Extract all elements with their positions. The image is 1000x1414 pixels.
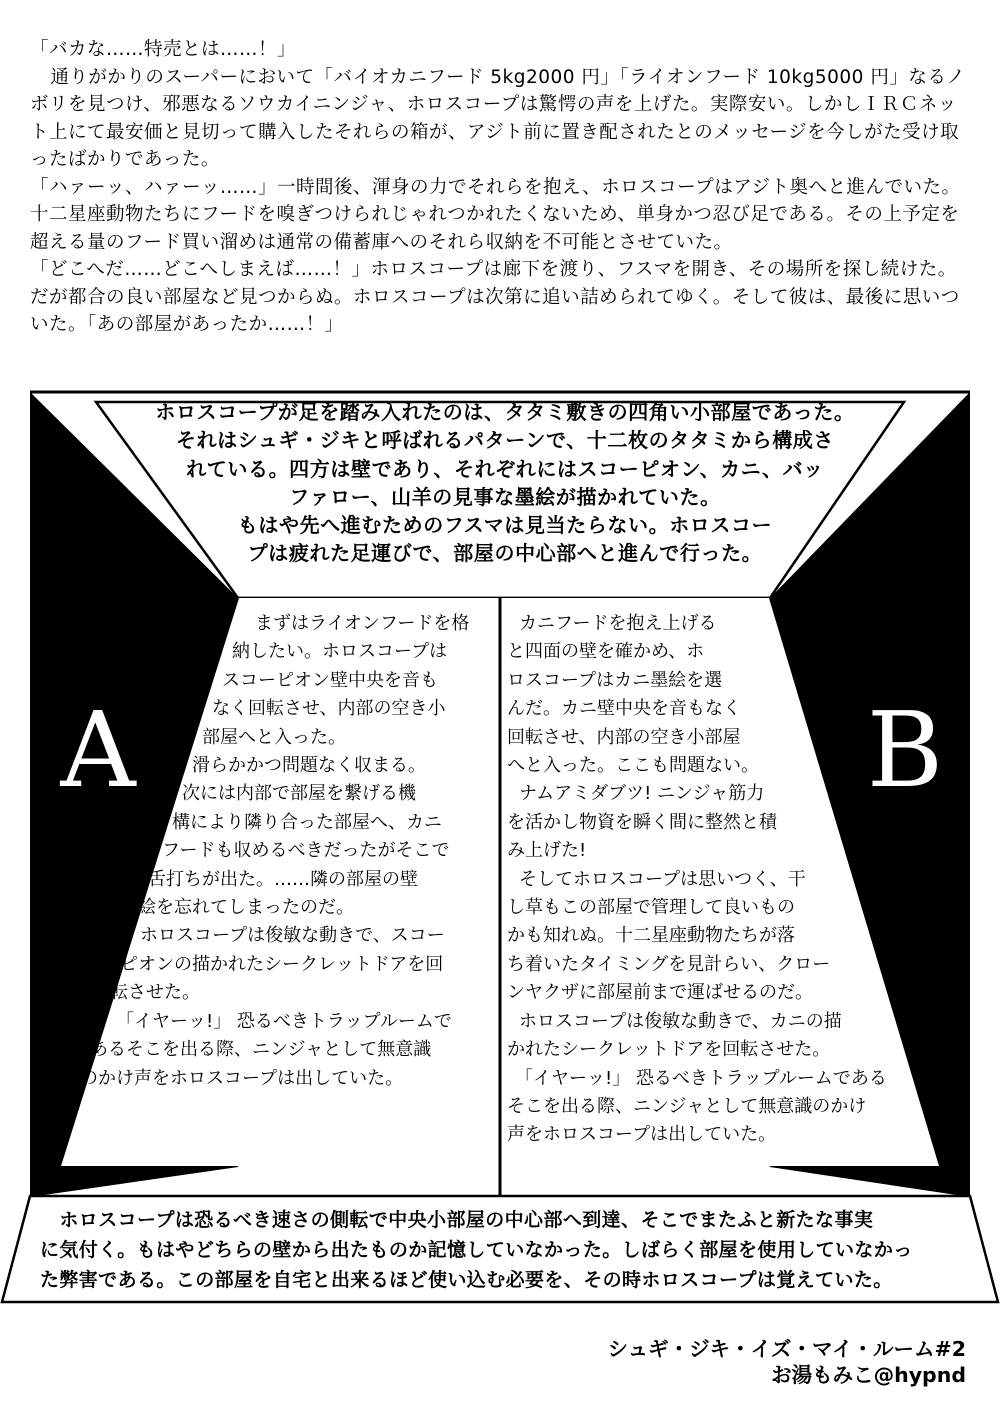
column-a-line: フードも収めるべきだったがそこで <box>162 840 450 862</box>
column-a-line: なく回転させ、内部の空き小 <box>212 698 446 720</box>
column-a-line: 次には内部で部屋を繋げる機 <box>182 783 416 805</box>
column-a-line: 構により隣り合った部屋へ、カニ <box>172 811 442 833</box>
column-a-line: 滑らかかつ問題なく収まる。 <box>192 755 426 777</box>
story-title: シュギ・ジキ・イズ・マイ・ルーム#2 <box>607 1337 966 1361</box>
label-a: A <box>60 689 136 811</box>
intro-paragraph: 「どこへだ……どこへしまえば……！」ホロスコープは廊下を渡り、フスマを開き、その場所を探し続けた。だが都合の良い部屋など見つからぬ。ホロスコープは次第に追い詰められてゆく。そして彼は、最後に思いついた。「あの部屋があったか……！」 <box>30 259 960 335</box>
column-a-line: 納したい。ホロスコープは <box>232 641 448 663</box>
bottom-box-line: に気付く。もはやどちらの壁から出たものか記憶していなかった。しばらく部屋を使用していなかっ <box>40 1239 913 1261</box>
bottom-box-text <box>40 1205 970 1295</box>
top-box-line: もはや先へ進むためのフスマは見当たらない。ホロスコー <box>237 513 773 538</box>
bottom-box-line: た弊害である。この部屋を自宅と出来るほど使い込む必要を、その時ホロスコープは覚えていた。 <box>40 1269 893 1291</box>
column-a-line: ホロスコープは俊敏な動きで、スコー <box>140 925 445 947</box>
column-b-line: ナムアミダブツ! ニンジャ筋力 <box>519 783 765 805</box>
intro-paragraph: 「ハァーッ、ハァーッ……」一時間後、渾身の力でそれらを抱え、ホロスコープはアジト奥へと進んでいた。十二星座動物たちにフードを嗅ぎつけられじゃれつかれたくないため、単身かつ忍び足である。その上予定を超える量のフード買い溜めは通常の備蓄庫へのそれら収納を不可能とさせていた。 <box>30 176 961 253</box>
column-a-line: 舌打ちが出た。……隣の部屋の壁 <box>148 868 418 890</box>
column-a-line: あるそこを出る際、ニンジャとして無意識 <box>90 1039 432 1061</box>
column-b-line: ホロスコープは俊敏な動きで、カニの描 <box>519 1010 842 1032</box>
column-b-line: 「イヤーッ!」 恐るべきトラップルームである <box>515 1067 887 1089</box>
column-a-line: ピオンの描かれたシークレットドアを回 <box>120 953 444 975</box>
intro-paragraph: 「バカな……特売とは……！」 <box>30 39 297 60</box>
intro-paragraph: 通りがかりのスーパーにおいて「バイオカニフード 5kg2000 円」「ライオンフード 10kg5000 円」なるノボリを見つけ、邪悪なるソウカイニンジャ、ホロスコープは驚愕の声を上げた。実際安い。しかしＩＲＣネット上にて最安価と見切って購入したそれらの箱が、アジト前に置き配されたとのメッセージを今しがた受け取ったばかりであった。 <box>30 66 966 170</box>
column-b-line: 回転させ、内部の空き小部屋 <box>507 726 741 748</box>
column-b-line: ロスコープはカニ墨絵を選 <box>507 669 723 691</box>
author-handle: お湯もみこ@hypnd <box>771 1363 966 1387</box>
label-b: B <box>866 689 944 811</box>
top-box-text <box>120 398 890 568</box>
column-b-line: し草もこの部屋で管理して良いもの <box>507 897 795 919</box>
column-b-line: カニフードを抱え上げる <box>519 613 717 634</box>
top-box-line: ファロー、山羊の見事な墨絵が描かれていた。 <box>289 484 721 509</box>
column-a-line: 絵を忘れてしまったのだ。 <box>138 897 354 919</box>
column-b-line: み上げた! <box>507 840 587 862</box>
column-a-line: 転させた。 <box>110 982 200 1004</box>
column-b-line: へと入った。ここも問題ない。 <box>507 755 759 777</box>
top-box-line: それはシュギ・ジキと呼ばれるパターンで、十二枚のタタミから構成さ <box>176 428 834 453</box>
column-a-line: スコーピオン壁中央を音も <box>222 669 438 691</box>
column-b-line: そこを出る際、ニンジャとして無意識のかけ <box>507 1095 867 1117</box>
top-box-line: プは疲れた足運びで、部屋の中心部へと進んで行った。 <box>247 541 763 566</box>
credit <box>608 1336 966 1388</box>
column-b-line: かも知れぬ。十二星座動物たちが落 <box>507 925 795 947</box>
column-b-line: 声をホロスコープは出していた。 <box>507 1124 777 1146</box>
column-b-line: ンヤクザに部屋前まで運ばせるのだ。 <box>507 982 813 1004</box>
column-a-text <box>0 610 500 1093</box>
column-b-line: を活かし物資を瞬く間に整然と積 <box>507 811 777 833</box>
column-b-line: と四面の壁を確かめ、ホ <box>507 641 705 663</box>
column-b-text <box>505 610 995 1150</box>
column-b-line: かれたシークレットドアを回転させた。 <box>507 1039 831 1061</box>
bottom-box-line: ホロスコープは恐るべき速さの側転で中央小部屋の中心部へ到達、そこでまたふと新たな事実 <box>40 1209 874 1231</box>
column-a-line: のかけ声をホロスコープは出していた。 <box>80 1067 404 1089</box>
column-b-line: そしてホロスコープは思いつく、干 <box>519 868 806 890</box>
column-b-line: ち着いたタイミングを見計らい、クロー <box>507 953 831 975</box>
column-a-line: 部屋へと入った。 <box>202 726 346 748</box>
top-box-line: れている。四方は壁であり、それぞれにはスコーピオン、カニ、バッ <box>186 456 824 481</box>
top-box-line: ホロスコープが足を踏み入れたのは、タタミ敷きの四角い小部屋であった。 <box>155 400 855 424</box>
column-a-line: 「イヤーッ!」 恐るべきトラップルームで <box>116 1010 452 1032</box>
column-a-line: まずはライオンフードを格 <box>255 613 470 634</box>
column-b-line: んだ。カニ壁中央を音もなく <box>507 698 741 720</box>
